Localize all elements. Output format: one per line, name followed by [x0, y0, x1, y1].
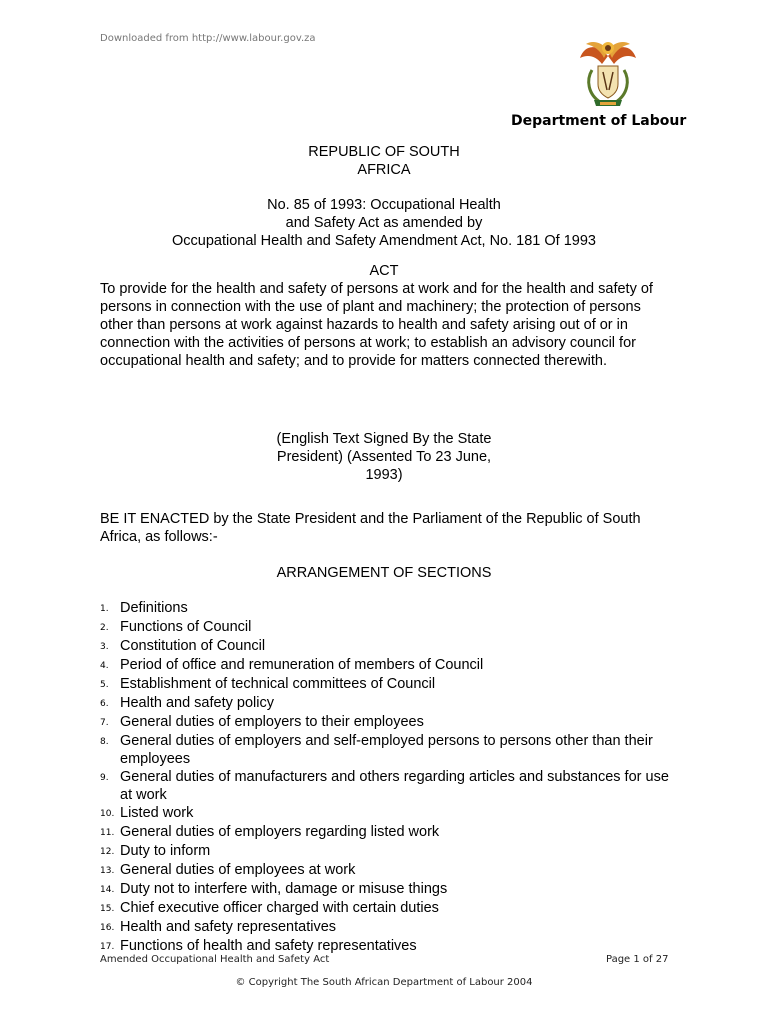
- signed-note: [100, 430, 668, 484]
- section-title: Period of office and remuneration of members of Council: [120, 657, 484, 673]
- coat-of-arms-icon: [578, 36, 638, 112]
- section-title: Duty not to interfere with, damage or misuse things: [120, 881, 448, 897]
- act-title-line: Occupational Health and Safety Amendment Act, No. 181 Of 1993: [172, 233, 596, 249]
- signed-line: President) (Assented To 23 June,: [276, 449, 492, 465]
- section-title: Chief executive officer charged with certain duties: [120, 900, 439, 916]
- list-item: [100, 637, 680, 656]
- list-item: [100, 618, 680, 637]
- downloaded-from-text: Downloaded from http://www.labour.gov.za: [100, 33, 316, 44]
- list-item: [100, 861, 680, 880]
- section-title: Functions of Council: [120, 619, 252, 635]
- list-item: [100, 804, 680, 823]
- section-number: 16.: [100, 923, 115, 933]
- list-item: [100, 599, 680, 618]
- list-item: [100, 675, 680, 694]
- section-title: Duty to inform: [120, 843, 211, 859]
- section-title: Establishment of technical committees of Council: [120, 676, 436, 692]
- list-item: [100, 823, 680, 842]
- section-number: 6.: [100, 699, 109, 709]
- department-name: Department of Labour: [511, 113, 687, 129]
- arrangement-heading: ARRANGEMENT OF SECTIONS: [276, 565, 492, 581]
- section-number: 15.: [100, 904, 115, 914]
- list-item: [100, 656, 680, 675]
- section-title: Listed work: [120, 805, 194, 821]
- section-number: 2.: [100, 623, 109, 633]
- section-title: General duties of employees at work: [120, 862, 356, 878]
- list-item: [100, 732, 680, 768]
- section-number: 11.: [100, 828, 115, 838]
- footer-document-name: Amended Occupational Health and Safety Act: [100, 954, 330, 965]
- section-title: Definitions: [120, 600, 188, 616]
- document-title: [100, 143, 668, 179]
- list-item: [100, 880, 680, 899]
- page-number: Page 1 of 27: [606, 954, 669, 965]
- copyright-notice: © Copyright The South African Department of Labour 2004: [235, 977, 533, 988]
- section-number: 9.: [100, 773, 109, 783]
- sections-list: [100, 599, 680, 956]
- title-line: REPUBLIC OF SOUTH: [308, 144, 460, 160]
- section-title: Functions of health and safety representatives: [120, 938, 417, 954]
- section-number: 1.: [100, 604, 109, 614]
- enacted-paragraph: BE IT ENACTED by the State President and the Parliament of the Republic of South Africa, as follows:-: [100, 511, 641, 545]
- section-title: General duties of employers and self-employed persons to persons other than their employees: [120, 733, 653, 767]
- section-number: 12.: [100, 847, 115, 857]
- act-heading: ACT: [369, 263, 399, 279]
- act-description: To provide for the health and safety of persons at work and for the health and safety of persons in connection with the use of plant and machinery; the protection of persons other than persons at work against hazards to health and safety arising out of or in connection with the activities of persons at work; to establish an advisory council for occupational health and safety; and to provide for matters connected therewith.: [100, 281, 653, 369]
- section-number: 3.: [100, 642, 109, 652]
- section-title: Health and safety policy: [120, 695, 274, 711]
- act-title-line: No. 85 of 1993: Occupational Health: [267, 197, 501, 213]
- section-number: 4.: [100, 661, 109, 671]
- signed-line: 1993): [365, 467, 403, 483]
- section-number: 17.: [100, 942, 115, 952]
- section-number: 7.: [100, 718, 109, 728]
- list-item: [100, 842, 680, 861]
- section-title: Constitution of Council: [120, 638, 266, 654]
- list-item: [100, 694, 680, 713]
- section-number: 5.: [100, 680, 109, 690]
- section-number: 10.: [100, 809, 115, 819]
- section-title: General duties of employers to their employees: [120, 714, 424, 730]
- list-item: [100, 713, 680, 732]
- section-title: General duties of employers regarding listed work: [120, 824, 440, 840]
- section-title: General duties of manufacturers and others regarding articles and substances for use at work: [120, 769, 669, 803]
- section-number: 13.: [100, 866, 115, 876]
- act-title-line: and Safety Act as amended by: [285, 215, 483, 231]
- section-title: Health and safety representatives: [120, 919, 337, 935]
- signed-line: (English Text Signed By the State: [276, 431, 492, 447]
- title-line: AFRICA: [357, 162, 411, 178]
- section-number: 14.: [100, 885, 115, 895]
- list-item: [100, 918, 680, 937]
- section-number: 8.: [100, 737, 109, 747]
- act-title: [100, 196, 668, 250]
- list-item: [100, 768, 680, 804]
- list-item: [100, 899, 680, 918]
